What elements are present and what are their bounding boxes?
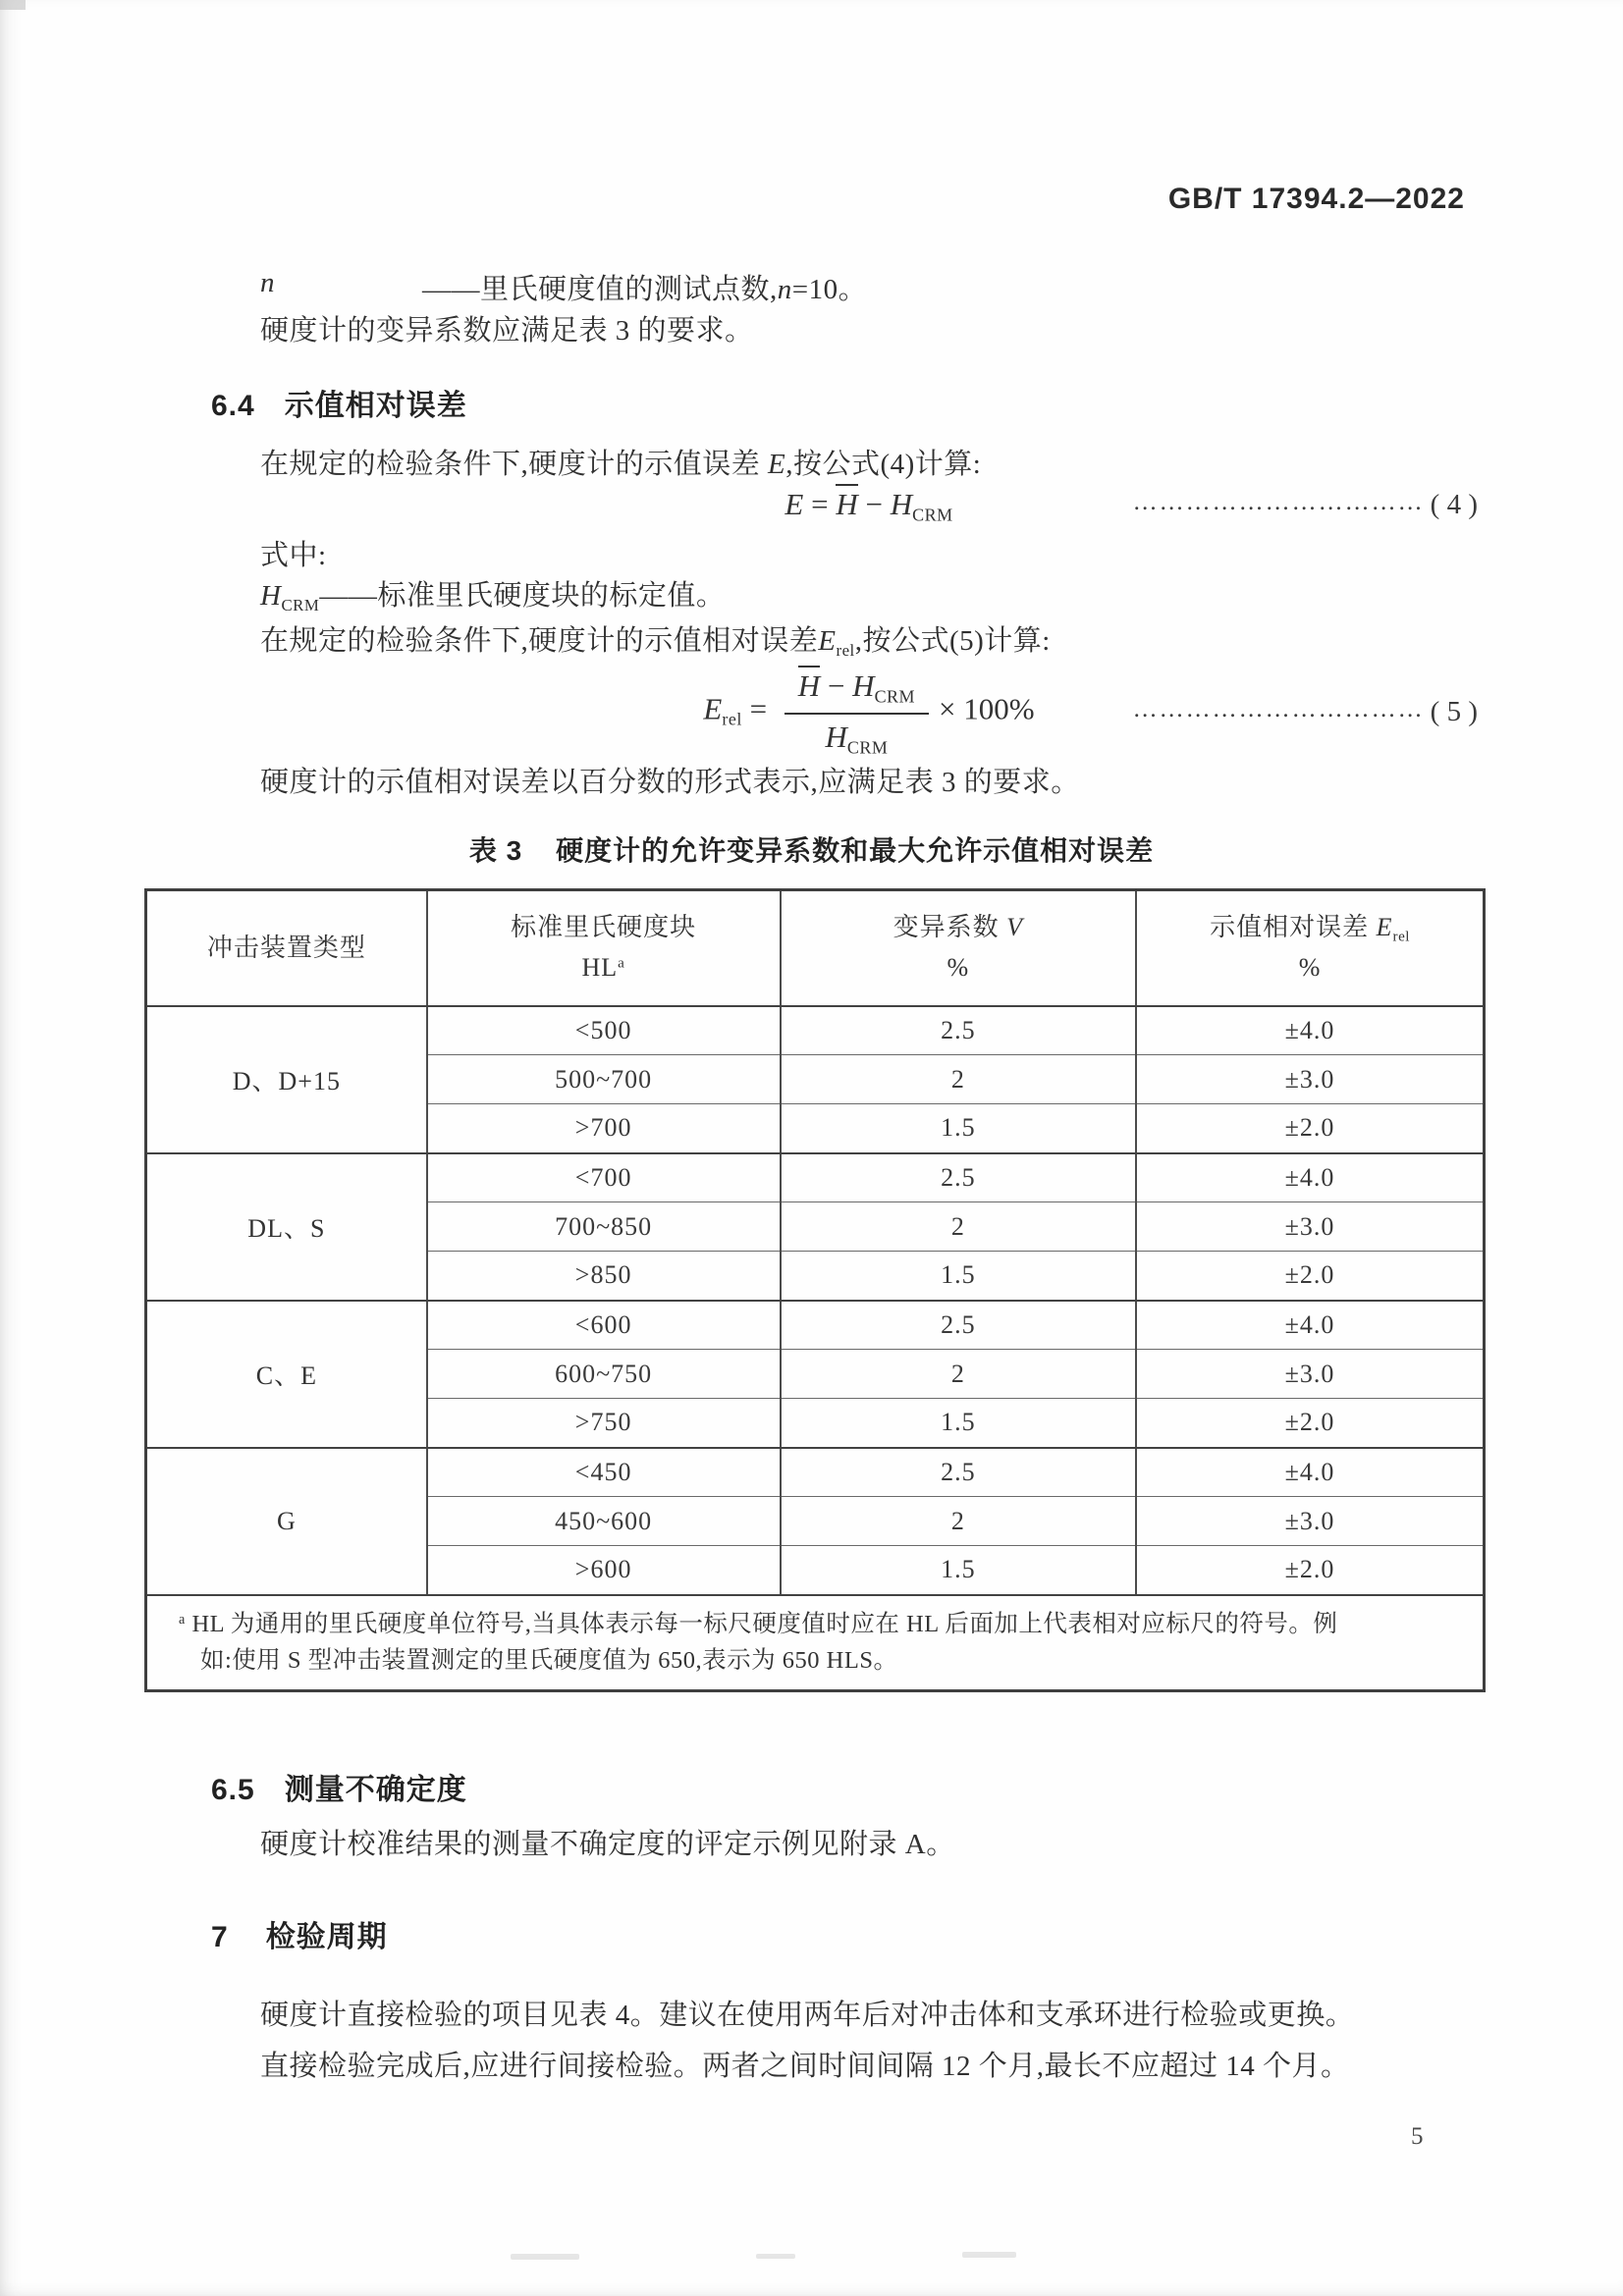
device-type-cell: C、E <box>146 1301 427 1448</box>
table-3-caption <box>0 829 1623 869</box>
table-row <box>146 1153 1485 1202</box>
formula-4-expression: $E = H - H_{CRM}$ <box>784 484 952 525</box>
table-cell: ±4.0 <box>1136 1301 1484 1350</box>
header-relative-error: 示值相对误差 $E_{rel}$ % <box>1136 890 1484 1006</box>
table-cell: ±3.0 <box>1136 1497 1484 1546</box>
table-cell: <600 <box>427 1301 781 1350</box>
equation-number-5: ( 5 ) <box>1430 695 1478 727</box>
table-cell: 2 <box>781 1497 1137 1546</box>
table-caption-label: 表 3 <box>468 835 523 866</box>
table-cell: ±2.0 <box>1136 1399 1484 1448</box>
page-number: 5 <box>1411 2123 1424 2150</box>
formula-5-expression: $E_{rel}$ = $\frac{H - H_{CRM}}{H_{CRM}}$ × 100% <box>703 666 1034 759</box>
table-cell: ±4.0 <box>1136 1153 1484 1202</box>
table-header-row <box>146 890 1485 1006</box>
table-cell: >700 <box>427 1104 781 1153</box>
table-cell: ±3.0 <box>1136 1055 1484 1104</box>
table-cell: >750 <box>427 1399 781 1448</box>
table-cell: ±3.0 <box>1136 1350 1484 1399</box>
table-cell: 600~750 <box>427 1350 781 1399</box>
section-number: 6.5 <box>211 1774 255 1806</box>
formula-5-leader <box>1133 696 1478 728</box>
scan-corner-smudge <box>0 0 26 10</box>
header-variation-coefficient: 变异系数 V % <box>781 890 1137 1006</box>
table-cell: <450 <box>427 1448 781 1497</box>
dot-leader: …………………………… <box>1132 488 1425 515</box>
table-cell: 500~700 <box>427 1055 781 1104</box>
section-heading-6-5 <box>211 1765 467 1808</box>
table-cell: ±3.0 <box>1136 1202 1484 1252</box>
table-footnote-row <box>146 1595 1485 1691</box>
table-cell: ±2.0 <box>1136 1104 1484 1153</box>
symbol-definition-line <box>260 267 867 307</box>
section-number: 6.4 <box>211 390 255 422</box>
table-cell: 2 <box>781 1202 1137 1252</box>
section-6-5-body: 硬度计校准结果的测量不确定度的评定示例见附录 A。 <box>260 1829 955 1860</box>
equation-number-4: ( 4 ) <box>1430 488 1478 520</box>
table-row <box>146 1448 1485 1497</box>
paragraph-formula4-intro: 在规定的检验条件下,硬度计的示值误差 E,按公式(4)计算: <box>260 449 982 480</box>
table-cell: 1.5 <box>781 1399 1137 1448</box>
symbol-definition-text: ——里氏硬度值的测试点数,n=10。 <box>422 274 868 305</box>
table-cell: 2.5 <box>781 1153 1137 1202</box>
section-title: 示值相对误差 <box>284 390 467 422</box>
table-cell: <700 <box>427 1153 781 1202</box>
header-impact-device-type: 冲击装置类型 <box>146 890 427 1006</box>
table-cell: >600 <box>427 1546 781 1595</box>
table-cell: 2.5 <box>781 1006 1137 1055</box>
table-row <box>146 1006 1485 1055</box>
dot-leader: …………………………… <box>1132 695 1425 722</box>
table-cell: 2 <box>781 1055 1137 1104</box>
table-caption-title: 硬度计的允许变异系数和最大允许示值相对误差 <box>556 835 1155 866</box>
section-7-body-line2: 直接检验完成后,应进行间接检验。两者之间时间间隔 12 个月,最长不应超过 14 个月。 <box>260 2051 1350 2082</box>
section-title: 测量不确定度 <box>284 1774 467 1806</box>
scan-artifact <box>962 2252 1016 2258</box>
device-type-cell: DL、S <box>146 1153 427 1301</box>
formula-5 <box>260 658 1478 766</box>
table-cell: 700~850 <box>427 1202 781 1252</box>
symbol-n: n <box>260 267 275 298</box>
paragraph-formula5-intro: 在规定的检验条件下,硬度计的示值相对误差$E_{rel}$,按公式(5)计算: <box>260 625 1051 660</box>
section-7-body-line1: 硬度计直接检验的项目见表 4。建议在使用两年后对冲击体和支承环进行检验或更换。 <box>260 2000 1355 2031</box>
table-cell: >850 <box>427 1252 781 1301</box>
table-cell: 2.5 <box>781 1448 1137 1497</box>
table-footnote: $^a$ HL 为通用的里氏硬度单位符号,当具体表示每一标尺硬度值时应在 HL 后面加上代表相对应标尺的符号。例 如:使用 S 型冲击装置测定的里氏硬度值为 650,表示为 650 HLS。 <box>146 1595 1485 1691</box>
device-type-cell: D、D+15 <box>146 1006 427 1153</box>
table-cell: ±2.0 <box>1136 1252 1484 1301</box>
table-row <box>146 1301 1485 1350</box>
paragraph-table3-reference: 硬度计的示值相对误差以百分数的形式表示,应满足表 3 的要求。 <box>260 767 1080 798</box>
table-cell: ±2.0 <box>1136 1546 1484 1595</box>
section-number: 7 <box>211 1921 229 1953</box>
scan-artifact <box>756 2254 795 2259</box>
section-heading-7 <box>211 1912 388 1955</box>
section-title: 检验周期 <box>265 1921 388 1953</box>
formula-4 <box>260 479 1478 530</box>
table-cell: 2.5 <box>781 1301 1137 1350</box>
section-heading-6-4 <box>211 381 467 424</box>
table-cell: 1.5 <box>781 1252 1137 1301</box>
where-label: 式中: <box>260 540 327 571</box>
hcrm-definition-line: $H_{CRM}——$标准里氏硬度块的标定值。 <box>260 580 726 614</box>
table-3 <box>144 888 1486 1692</box>
table-cell: ±4.0 <box>1136 1006 1484 1055</box>
scan-artifact <box>511 2254 579 2260</box>
device-type-cell: G <box>146 1448 427 1595</box>
table-cell: <500 <box>427 1006 781 1055</box>
formula-4-leader <box>1133 489 1478 521</box>
standard-code-header: GB/T 17394.2—2022 <box>1167 183 1465 215</box>
table-cell: 2 <box>781 1350 1137 1399</box>
table-cell: 450~600 <box>427 1497 781 1546</box>
header-reference-block: 标准里氏硬度块 $HL^a$ <box>427 890 781 1006</box>
cv-requirement-line: 硬度计的变异系数应满足表 3 的要求。 <box>260 315 754 347</box>
table-cell: 1.5 <box>781 1546 1137 1595</box>
table-cell: 1.5 <box>781 1104 1137 1153</box>
table-cell: ±4.0 <box>1136 1448 1484 1497</box>
